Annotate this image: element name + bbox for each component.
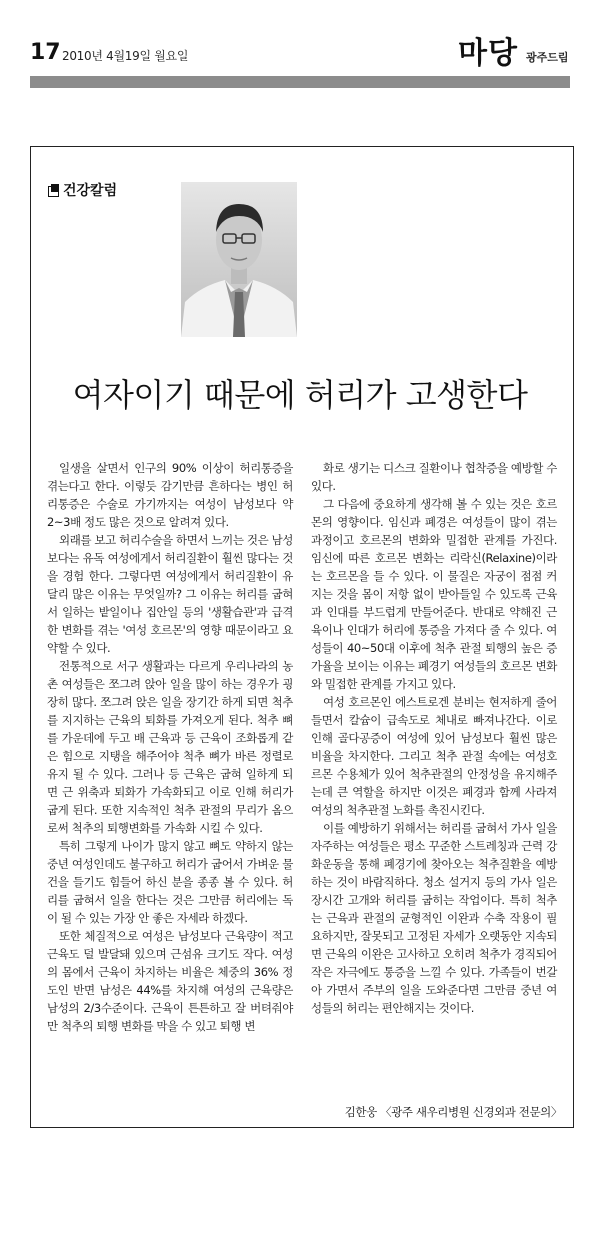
paragraph: 전통적으로 서구 생활과는 다르게 우리나라의 농촌 여성들은 쪼그려 앉아 일을 많이 하는 경우가 굉장히 많다. 쪼그려 앉은 일을 장기간 하게 되면 척추를 지지하는 근육의 퇴화를 가져오게 된다. 척추 뼈를 가운데에 두고 배 근육과 등 근육이 조화롭게 같은 힘으로 지탱을 해주어야 척추 뼈가 바른 정렬로 유지 될 수 있다. 그러나 등 근육은 굽혀 일하게 되면 근 위축과 퇴화가 가속화되고 이로 인해 허리가 굽게 된다. 또한 지속적인 척추 관절의 무리가 옴으로써 척추의 퇴행변화를 가속화 시킬 수 있다. (47, 659, 293, 835)
left-column (47, 459, 293, 1035)
paragraph: 여성 호르몬인 에스트로겐 분비는 현저하게 줄어들면서 칼슘이 급속도로 체내로 빠져나간다. 이로 인해 골다공증이 여성에 있어 남성보다 훨씬 많은 비율을 차지한다. 그리고 척추 관절 속에는 여성호르몬 수용체가 있어 척추관절의 안정성을 유지해주는데 큰 역할을 하지만 이것은 폐경과 함께 사라져 여성의 척추관절 노화를 촉진시킨다. (311, 695, 557, 817)
page-number: 17 (30, 40, 61, 65)
paragraph: 특히 그렇게 나이가 많지 않고 뼈도 약하지 않는 중년 여성인데도 불구하고 허리가 굽어서 가벼운 물건을 들기도 힘들어 하신 분을 종종 볼 수 있다. 허리를 굽혀서 일을 한다는 것은 그만큼 허리에는 독이 될 수 있는 가장 안 좋은 자세라 하겠다. (47, 839, 293, 925)
author-byline: 김한웅 〈광주 새우리병원 신경외과 전문의〉 (344, 1105, 562, 1119)
column-label (48, 180, 117, 200)
paragraph: 화로 생기는 디스크 질환이나 협착증을 예방할 수 있다. (311, 461, 557, 493)
paragraph: 이를 예방하기 위해서는 허리를 굽혀서 가사 일을 자주하는 여성들은 평소 꾸준한 스트레칭과 근력 강화운동을 통해 폐경기에 찾아오는 척추질환을 예방하는 것이 바람직하다. 청소 설거지 등의 가사 일은 장시간 고개와 허리를 굽히는 작업이다. 특히 척추는 근육과 관절의 균형적인 이완과 수축 작용이 필요하지만, 잘못되고 고정된 자세가 오랫동안 지속되면 근육의 이완은 고사하고 오히려 척추가 경직되어 작은 자극에도 통증을 느낄 수 있다. 가족들이 번갈아 가면서 주부의 일을 도와준다면 그만큼 중년 여성들의 허리는 편안해지는 것이다. (311, 821, 557, 1015)
masthead (30, 36, 570, 76)
edition-name: 광주드림 (526, 51, 569, 64)
header-divider-bar (30, 76, 570, 88)
author-portrait-image (181, 182, 297, 337)
column-label-text: 건강칼럼 (63, 183, 118, 199)
right-column (311, 459, 557, 1017)
section-logo: 마당 (458, 36, 518, 71)
issue-date: 2010년 4월19일 월요일 (62, 49, 189, 63)
article-headline: 여자이기 때문에 허리가 고생한다 (72, 376, 528, 414)
paragraph: 일생을 살면서 인구의 90% 이상이 허리통증을 겪는다고 한다. 이렇듯 감기만큼 흔하다는 병인 허리통증은 수술로 가기까지는 여성이 남성보다 약 2~3배 정도 많은 것으로 알려져 있다. (47, 461, 293, 529)
paragraph: 외래를 보고 허리수술을 하면서 느끼는 것은 남성보다는 유독 여성에게서 허리질환이 훨씬 많다는 것을 경험 한다. 그렇다면 여성에게서 허리질환이 유달리 많은 이유는 무엇일까? 그 이유는 허리를 굽혀서 일하는 밭일이나 집안일 등의 '생활습관'과 급격한 변화를 겪는 '여성 호르몬'의 영향 때문이라고 요약할 수 있다. (47, 533, 293, 655)
paragraph: 그 다음에 중요하게 생각해 볼 수 있는 것은 호르몬의 영향이다. 임신과 폐경은 여성들이 많이 겪는 과정이고 호르몬의 변화와 밀접한 관계를 가진다. 임신에 따른 호르몬 변화는 리락신(Relaxine)이라는 호르몬을 들 수 있다. 이 물질은 자궁이 점점 커지는 것을 몸이 저항 없이 받아들일 수 있도록 근육과 인대를 부드럽게 만들어준다. 반대로 약해진 근육이나 인대가 허리에 통증을 가져다 줄 수 있다. 여성들이 40~50대 이후에 척추 관절 퇴행의 높은 증가율을 보이는 이유는 폐경기 여성들의 호르몬 변화와 밀접한 관계를 가지고 있다. (311, 497, 557, 691)
author-photo (181, 182, 297, 337)
paragraph: 또한 체질적으로 여성은 남성보다 근육량이 적고 근육도 덜 발달돼 있으며 근섬유 크기도 작다. 여성의 몸에서 근육이 차지하는 비율은 체중의 36% 정도인 반면 남성은 44%를 차지해 여성의 근육량은 남성의 2/3수준이다. 근육이 튼튼하고 잘 버텨줘야만 척추의 퇴행 변화를 막을 수 있고 퇴행 변 (47, 929, 293, 1033)
column-marker-icon (48, 184, 60, 196)
